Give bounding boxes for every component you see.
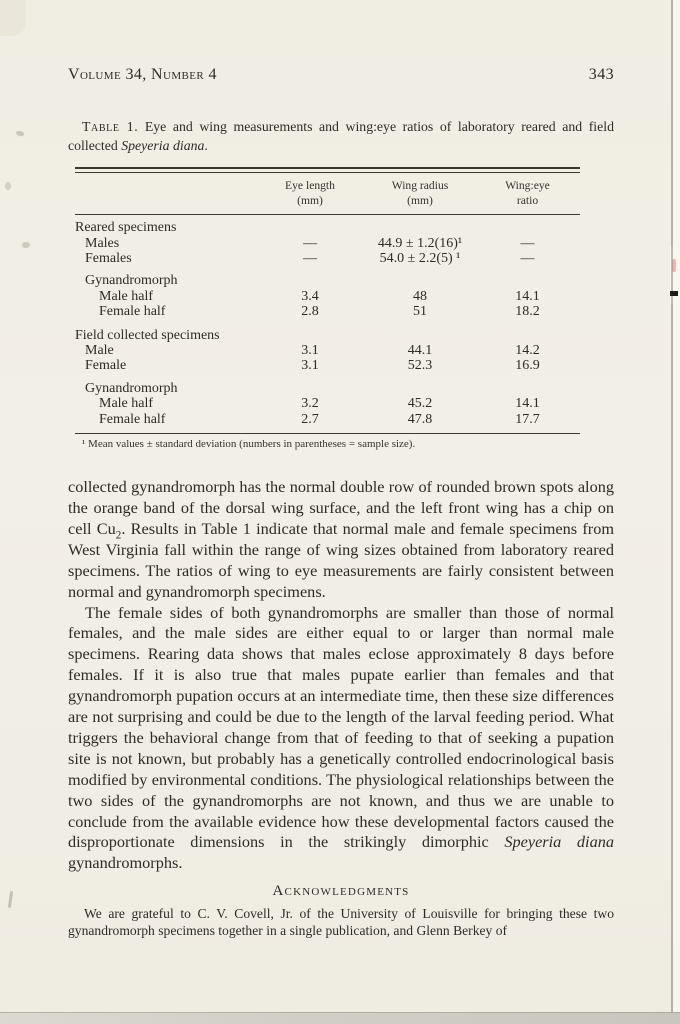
cu2-subscript: 2	[115, 529, 122, 542]
table-row: Female 3.1 52.3 16.9	[85, 358, 540, 374]
table-row-group: Reared specimens	[75, 220, 177, 236]
table-caption	[68, 117, 614, 155]
scanner-bottom-strip	[0, 1012, 680, 1024]
table-row: Male half 3.4 48 14.1	[99, 288, 540, 304]
column-header-wing-eye-ratio: Wing:eye ratio	[505, 179, 550, 208]
acknowledgments-heading: Acknowledgments	[272, 883, 410, 900]
scan-artifact-mark	[8, 891, 13, 908]
scan-artifact-mark	[5, 182, 11, 190]
species-name: Speyeria diana	[504, 832, 614, 852]
body-paragraph-2: The female sides of both gynandromorphs are smaller than those of normal females, and the male sides are either equal to or larger than normal male specimens. Rearing data shows that males eclose approximately 8 days before females. If it is also true that males pupate earlier than females and that gynandromorph pupation occurs at an intermediate time, then these size differences are not surprising and could be due to the length of the larval feeding period. What triggers the behavioral change from that of feeding to that of seeking a pupation site is not known, but probably has a genetically controlled endocrinological basis modified by environmental conditions. The physiological relationships between the two sides of the gynandromorphs are not known, and thus we are unable to conclude from the available evidence how these developmental factors caused the disproportionate dimensions in the strikingly dimorphic Speyeria diana gynandromorphs.	[68, 602, 614, 873]
scan-edge-notch	[670, 291, 678, 296]
journal-volume-number: Volume 34, Number 4	[68, 66, 217, 83]
table-caption-period: .	[204, 138, 208, 154]
scan-artifact-mark	[21, 241, 30, 249]
table-row-subgroup: Gynandromorph	[85, 273, 178, 289]
table-footnote: ¹ Mean values ± standard deviation (numbers in parentheses = sample size).	[82, 438, 416, 451]
table-row: Male 3.1 44.1 14.2	[85, 343, 540, 359]
column-header-eye-length: Eye length (mm)	[285, 179, 335, 208]
table-row: Females — 54.0 ± 2.2(5) ¹ —	[85, 251, 535, 266]
scan-corner-shade	[0, 0, 26, 36]
page-number: 343	[588, 66, 614, 83]
table-row: Male half 3.2 45.2 14.1	[99, 396, 540, 412]
scan-edge-smudge	[672, 259, 676, 272]
page-content	[68, 0, 614, 940]
table-row: Males — 44.9 ± 1.2(16)¹ —	[85, 235, 535, 251]
table-row-subgroup: Gynandromorph	[85, 380, 178, 396]
table-header-row	[75, 173, 580, 214]
table-caption-text: Eye and wing measurements and wing:eye ratios of laboratory reared and field collected	[68, 119, 614, 154]
stub-header	[75, 178, 255, 208]
table-bottom-rule	[75, 433, 580, 434]
acknowledgments-paragraph: We are grateful to C. V. Covell, Jr. of the University of Louisville for bringing these two gynandromorph specimens together in a single publication, and Glenn Berkey of	[68, 906, 614, 939]
table-caption-label: Table 1.	[82, 119, 139, 134]
measurement-table	[75, 167, 580, 450]
table-row: Female half 2.8 51 18.2	[99, 304, 540, 320]
scan-artifact-mark	[15, 130, 24, 137]
column-header-wing-radius: Wing radius (mm)	[391, 179, 449, 208]
running-head	[68, 66, 614, 84]
table-caption-species: Speyeria diana	[121, 138, 205, 154]
body-paragraph-1: collected gynandromorph has the normal double row of rounded brown spots along the orange band of the dorsal wing surface, and the left front wing has a chip on cell $Cu_2$. Results in Table 1 indicate that normal male and female specimens from West Virginia fall within the range of wing sizes obtained from laboratory reared specimens. The ratios of wing to eye measurements are fairly consistent between normal and gynandromorph specimens.	[68, 477, 614, 601]
table-row-group: Field collected specimens	[75, 327, 220, 343]
table-body	[75, 215, 580, 433]
table-row: Female half 2.7 47.8 17.7	[99, 411, 540, 427]
scan-right-margin	[673, 0, 680, 1024]
